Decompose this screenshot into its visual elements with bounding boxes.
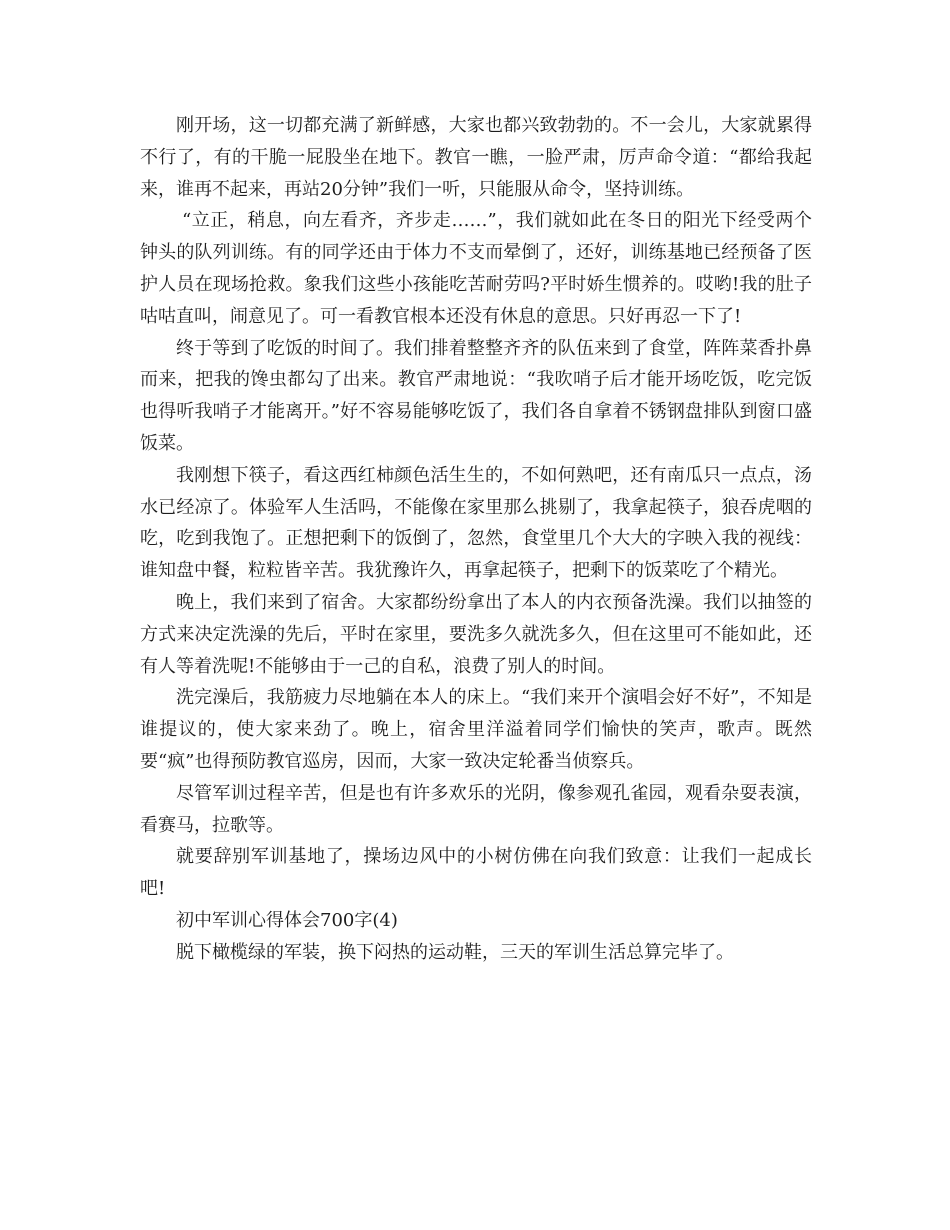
paragraph-4: 我刚想下筷子，看这西红柿颜色活生生的，不如何熟吧，还有南瓜只一点点，汤水已经凉了。体验军人生活吗，不能像在家里那么挑剔了，我拿起筷子，狼吞虎咽的吃，吃到我饱了。正想把剩下的饭倒了，忽然，食堂里几个大大的字映入我的视线：谁知盘中餐，粒粒皆辛苦。我犹豫许久，再拿起筷子，把剩下的饭菜吃了个精光。 (140, 464, 812, 582)
paragraph-1: 刚开场，这一切都充满了新鲜感，大家也都兴致勃勃的。不一会儿，大家就累得不行了，有的干脆一屁股坐在地下。教官一瞧，一脸严肃，厉声命令道：“都给我起来，谁再不起来，再站20分钟”我们一听，只能服从命令，坚持训练。 (140, 115, 812, 200)
paragraph-6: 洗完澡后，我筋疲力尽地躺在本人的床上。“我们来开个演唱会好不好”，不知是谁提议的，使大家来劲了。晚上，宿舍里洋溢着同学们愉快的笑声，歌声。既然要“疯”也得预防教官巡房，因而，大家一致决定轮番当侦察兵。 (140, 687, 812, 772)
paragraph-7: 尽管军训过程辛苦，但是也有许多欢乐的光阴，像参观孔雀园，观看杂耍表演，看赛马，拉歌等。 (140, 782, 812, 836)
document-page (140, 110, 812, 969)
paragraph-3: 终于等到了吃饭的时间了。我们排着整整齐齐的队伍来到了食堂，阵阵菜香扑鼻而来，把我的馋虫都勾了出来。教官严肃地说：“我吹哨子后才能开场吃饭，吃完饭也得听我哨子才能离开。”好不容易能够吃饭了，我们各自拿着不锈钢盘排队到窗口盛饭菜。 (140, 337, 812, 454)
section-heading: 初中军训心得体会700字(4) (176, 909, 398, 931)
paragraph-5: 晚上，我们来到了宿舍。大家都纷纷拿出了本人的内衣预备洗澡。我们以抽签的方式来决定洗澡的先后，平时在家里，要洗多久就洗多久，但在这里可不能如此，还有人等着洗呢!不能够由于一己的自私，浪费了别人的时间。 (140, 591, 812, 677)
paragraph-2: “立正，稍息，向左看齐，齐步走……”，我们就如此在冬日的阳光下经受两个钟头的队列训练。有的同学还由于体力不支而晕倒了，还好，训练基地已经预备了医护人员在现场抢救。象我们这些小孩能吃苦耐劳吗?平时娇生惯养的。哎哟!我的肚子咕咕直叫，闹意见了。可一看教官根本还没有休息的意思。只好再忍一下了! (140, 210, 812, 327)
paragraph-8: 就要辞别军训基地了，操场边风中的小树仿佛在向我们致意：让我们一起成长吧! (140, 846, 812, 900)
paragraph-9: 脱下橄榄绿的军装，换下闷热的运动鞋，三天的军训生活总算完毕了。 (176, 941, 734, 963)
